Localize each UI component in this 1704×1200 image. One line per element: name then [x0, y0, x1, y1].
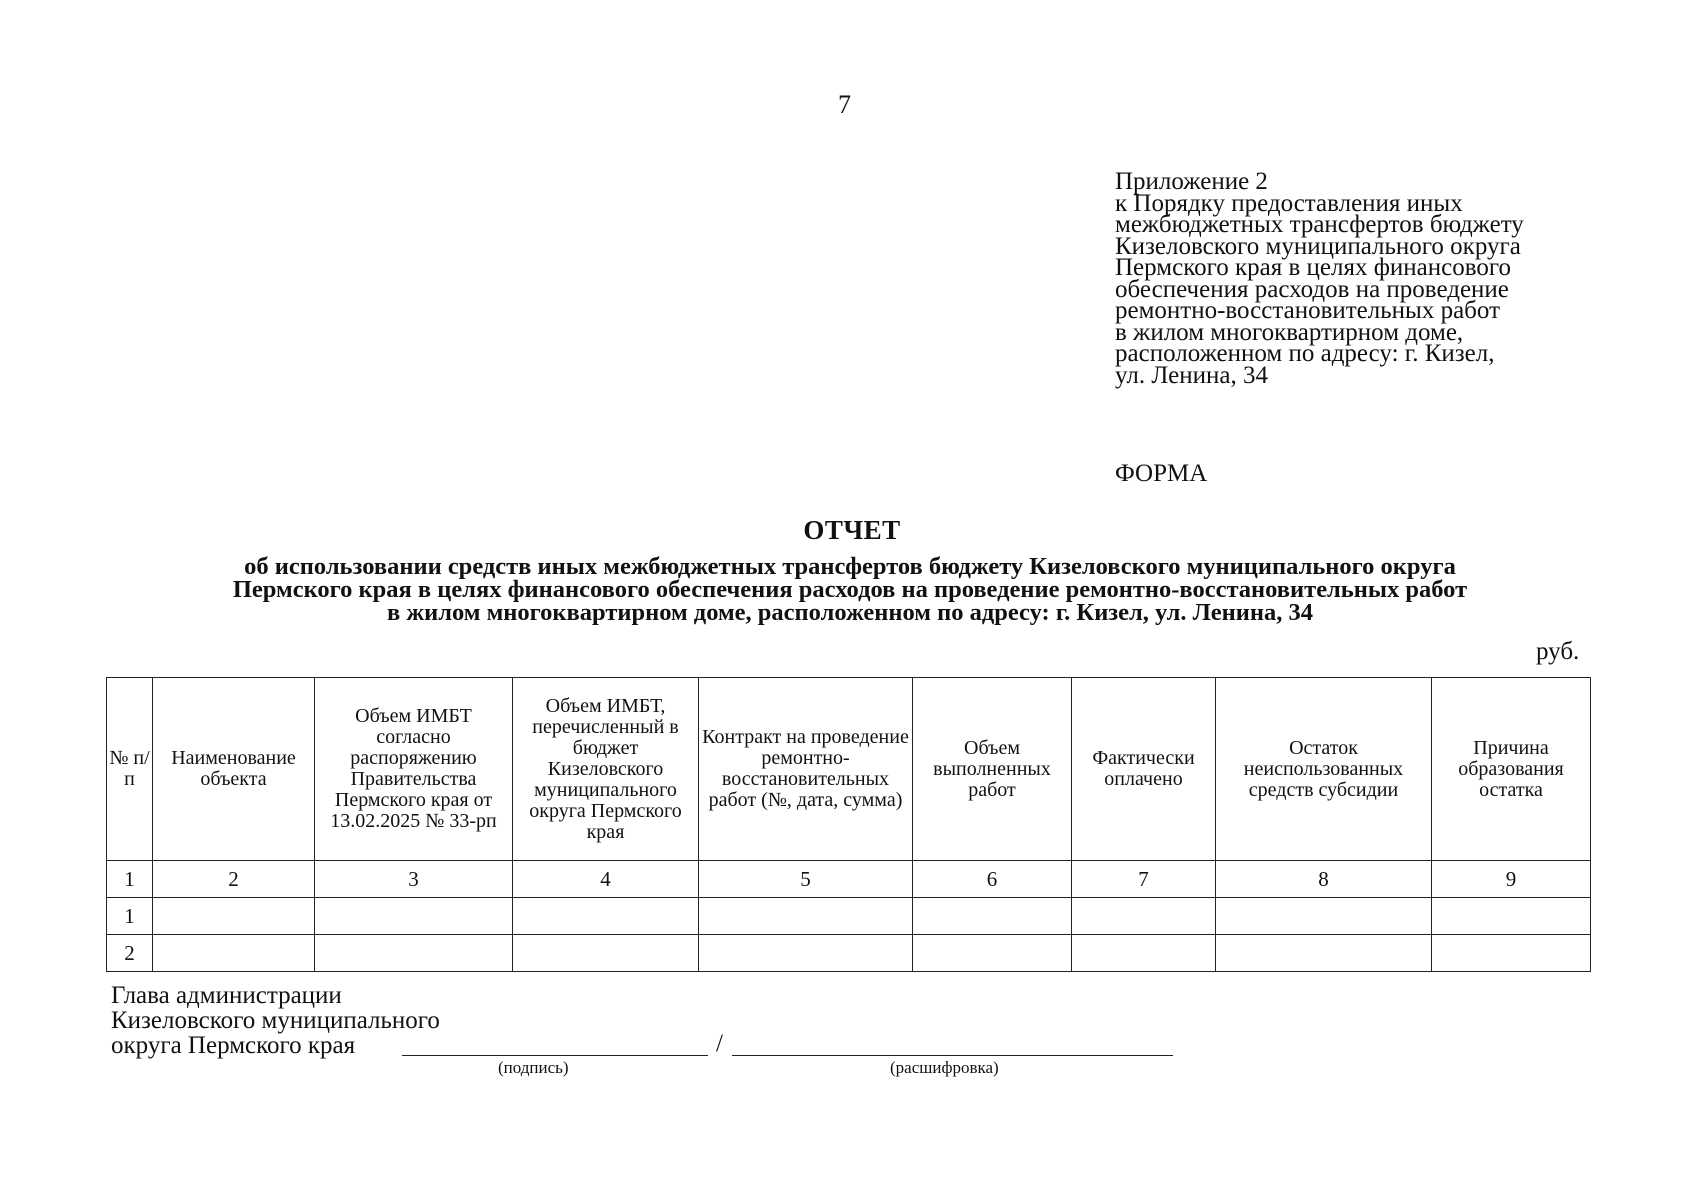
- header-actually-paid: Фактически оплачено: [1072, 678, 1216, 861]
- transcript-caption: (расшифровка): [890, 1058, 999, 1077]
- signatory-line: Кизеловского муниципального: [111, 1007, 440, 1034]
- table-cell: [913, 935, 1072, 972]
- column-number-cell: 6: [913, 861, 1072, 898]
- transcript-line: [732, 1055, 1173, 1056]
- column-number-cell: 1: [107, 861, 153, 898]
- appendix-line: ремонтно-восстановительных работ: [1115, 297, 1500, 324]
- table-cell: 2: [107, 935, 153, 972]
- appendix-line: Кизеловского муниципального округа: [1115, 232, 1521, 260]
- table-cell: [1432, 935, 1591, 972]
- signature-line: [402, 1055, 708, 1056]
- page-number: 7: [838, 90, 851, 119]
- appendix-line: ул. Ленина, 34: [1115, 361, 1268, 389]
- table-row: [107, 898, 1591, 935]
- header-number: № п/п: [107, 678, 153, 861]
- report-table: [106, 677, 1591, 972]
- table-cell: [153, 898, 315, 935]
- signatory-line: округа Пермского края: [111, 1032, 356, 1059]
- column-number-cell: 7: [1072, 861, 1216, 898]
- header-contract: Контракт на проведение ремонтно-восстановительных работ (№, дата, сумма): [699, 678, 913, 861]
- report-subtitle-line: об использовании средств иных межбюджетных трансфертов бюджету Кизеловского муниципального округа: [244, 553, 1456, 580]
- column-number-cell: 4: [513, 861, 699, 898]
- table-header-row: [107, 678, 1591, 861]
- column-number-row: [107, 861, 1591, 898]
- column-number-cell: 8: [1216, 861, 1432, 898]
- signature-caption: (подпись): [498, 1058, 569, 1077]
- header-work-volume: Объем выполненных работ: [913, 678, 1072, 861]
- table-cell: [1072, 898, 1216, 935]
- signatory-line: Глава администрации: [111, 982, 342, 1009]
- currency-unit: руб.: [1536, 638, 1580, 665]
- column-number-cell: 2: [153, 861, 315, 898]
- table-cell: 1: [107, 898, 153, 935]
- table-row: [107, 935, 1591, 972]
- appendix-line: расположенном по адресу: г. Кизел,: [1115, 340, 1495, 367]
- header-unused-balance: Остаток неиспользованных средств субсидии: [1216, 678, 1432, 861]
- column-number-cell: 3: [315, 861, 513, 898]
- column-number-cell: 9: [1432, 861, 1591, 898]
- appendix-note: [1115, 168, 1635, 389]
- appendix-line: обеспечения расходов на проведение: [1115, 275, 1509, 303]
- appendix-line: межбюджетных трансфертов бюджету: [1115, 211, 1524, 238]
- table-cell: [315, 935, 513, 972]
- table-cell: [699, 935, 913, 972]
- report-subtitle: [110, 555, 1590, 624]
- table-cell: [513, 935, 699, 972]
- appendix-line: к Порядку предоставления иных: [1115, 189, 1463, 217]
- report-subtitle-line: Пермского края в целях финансового обеспечения расходов на проведение ремонтно-восстановительных работ: [232, 576, 1468, 603]
- signatory-block: [111, 983, 440, 1058]
- table-cell: [1072, 935, 1216, 972]
- report-title: ОТЧЕТ: [803, 515, 901, 545]
- header-imbt-order-volume: Объем ИМБТ согласно распоряжению Правительства Пермского края от 13.02.2025 № 33-рп: [315, 678, 513, 861]
- table-cell: [1216, 898, 1432, 935]
- table-cell: [913, 898, 1072, 935]
- signature-separator: /: [716, 1030, 723, 1057]
- column-number-cell: 5: [699, 861, 913, 898]
- header-imbt-transferred-volume: Объем ИМБТ, перечисленный в бюджет Кизеловского муниципального округа Пермского края: [513, 678, 699, 861]
- table-cell: [699, 898, 913, 935]
- appendix-line: Пермского края в целях финансового: [1115, 254, 1511, 281]
- table-cell: [153, 935, 315, 972]
- appendix-line: Приложение 2: [1115, 168, 1268, 195]
- table-cell: [315, 898, 513, 935]
- table-cell: [1216, 935, 1432, 972]
- appendix-line: в жилом многоквартирном доме,: [1115, 318, 1464, 346]
- table-cell: [513, 898, 699, 935]
- form-label: ФОРМА: [1115, 460, 1208, 487]
- header-balance-reason: Причина образования остатка: [1432, 678, 1591, 861]
- header-object-name: Наименование объекта: [153, 678, 315, 861]
- report-subtitle-line: в жилом многоквартирном доме, расположенном по адресу: г. Кизел, ул. Ленина, 34: [387, 599, 1313, 626]
- table-cell: [1432, 898, 1591, 935]
